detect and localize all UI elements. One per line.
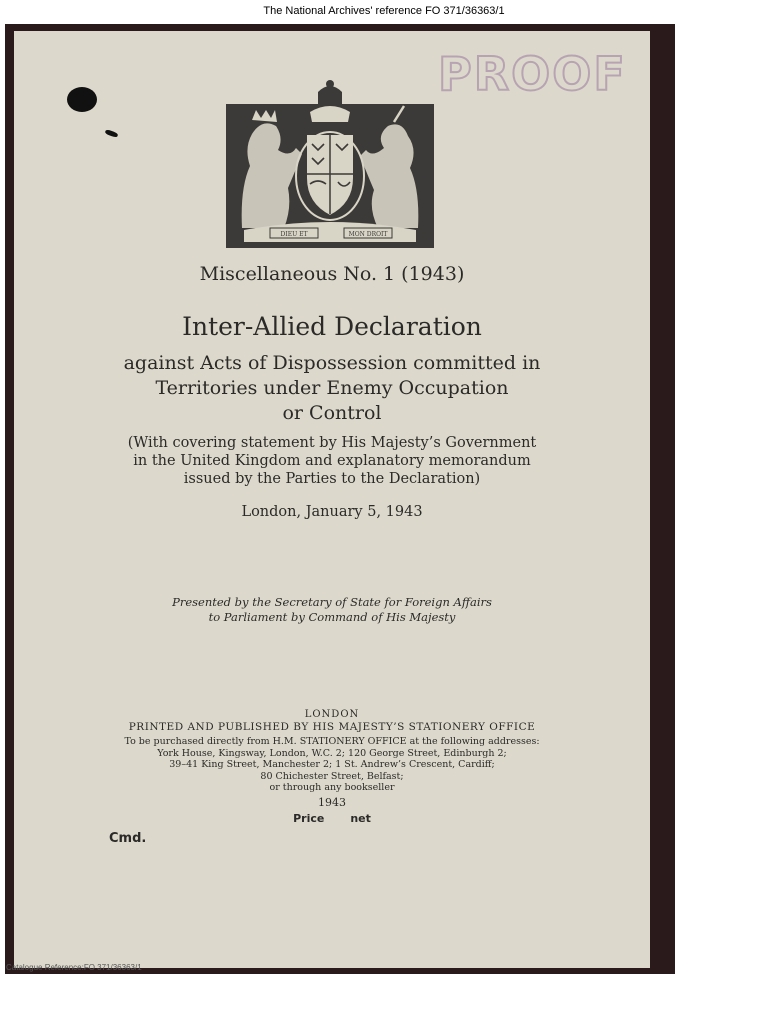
subtitle-line: against Acts of Dispossession committed in (123, 352, 541, 374)
presented-line: Presented by the Secretary of State for Foreign Affairs (172, 595, 492, 609)
covering-line: (With covering statement by His Majesty’s Government (127, 435, 537, 451)
ink-blot (67, 87, 97, 112)
covering-line: issued by the Parties to the Declaration) (183, 471, 481, 487)
presented-line: to Parliament by Command of His Majesty (208, 610, 456, 624)
series-number: Miscellaneous No. 1 (1943) (199, 263, 465, 285)
imprint-city: LONDON (304, 709, 360, 720)
document-date: London, January 5, 1943 (241, 504, 423, 520)
document-page (14, 31, 650, 968)
imprint-year: 1943 (318, 796, 346, 809)
price-label: Price (293, 812, 325, 825)
price-line (14, 812, 650, 825)
covering-line: in the United Kingdom and explanatory memorandum (133, 453, 531, 469)
purchase-addresses (14, 736, 650, 794)
archive-reference-header: The National Archives' reference FO 371/36363/1 (263, 5, 505, 17)
subtitle-line: Territories under Enemy Occupation (155, 377, 509, 399)
purchase-line: York House, Kingsway, London, W.C. 2; 120 George Street, Edinburgh 2; (157, 747, 507, 759)
catalogue-reference-footer: Catalogue Reference:FO 371/36363/1 (6, 963, 142, 972)
document-title: Inter-Allied Declaration (182, 312, 482, 341)
covering-statement (14, 434, 650, 488)
purchase-line: 39–41 King Street, Manchester 2; 1 St. Andrew’s Crescent, Cardiff; (169, 759, 495, 770)
purchase-line: or through any bookseller (269, 782, 395, 793)
price-suffix: net (350, 812, 371, 825)
proof-stamp: PROOF (438, 47, 627, 101)
command-paper-number: Cmd. (109, 831, 147, 846)
crest-motto-left: DIEU ET (280, 231, 308, 238)
royal-coat-of-arms (226, 78, 434, 248)
document-subtitle (14, 351, 650, 426)
purchase-line: To be purchased directly from H.M. STATIONERY OFFICE at the following addresses: (124, 736, 540, 747)
presented-by (14, 595, 650, 625)
subtitle-line: or Control (282, 402, 382, 424)
imprint-printer: PRINTED AND PUBLISHED BY HIS MAJESTY’S STATIONERY OFFICE (128, 721, 536, 733)
crest-motto-right: MON DROIT (348, 231, 388, 238)
purchase-line: 80 Chichester Street, Belfast; (260, 770, 404, 782)
ink-mark (105, 129, 119, 138)
